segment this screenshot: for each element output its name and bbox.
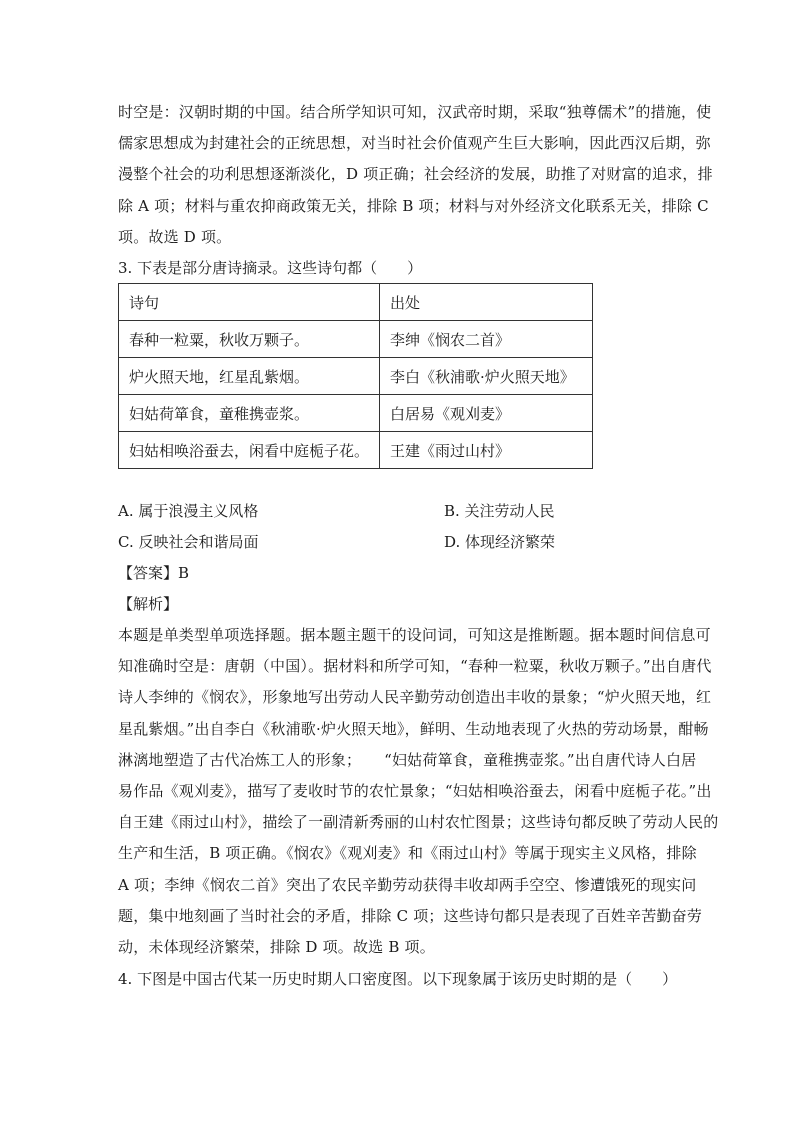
column-header-source: 出处: [380, 284, 593, 321]
table-row: [119, 358, 593, 395]
table-row: [119, 321, 593, 358]
question-4-title: 4. 下图是中国古代某一历史时期人口密度图。以下现象属于该历史时期的是（ ）: [118, 970, 678, 988]
verse-cell: 妇姑相唤浴蚕去，闲看中庭栀子花。: [119, 432, 380, 469]
analysis-label: 【解析】: [118, 595, 179, 613]
text-line: 题，集中地刻画了当时社会的矛盾，排除 C 项；这些诗句都只是表现了百姓辛苦勤奋劳: [118, 906, 703, 925]
table-row: [119, 395, 593, 432]
text-line: 本题是单类型单项选择题。据本题主题干的设问词，可知这是推断题。据本题时间信息可: [118, 626, 711, 644]
source-cell: 李白《秋浦歌·炉火照天地》: [380, 358, 593, 395]
text-line: 时空是：汉朝时期的中国。结合所学知识可知，汉武帝时期，采取“独尊儒术”的措施，使: [118, 103, 712, 121]
text-line: 诗人李绅的《悯农》，形象地写出劳动人民辛勤劳动创造出丰收的景象；“炉火照天地，红: [118, 688, 712, 707]
text-line: 项。故选 D 项。: [118, 227, 232, 246]
verse-cell: 妇姑荷箪食，童稚携壶浆。: [119, 395, 380, 432]
column-header-verse: 诗句: [119, 284, 380, 321]
verse-cell: 炉火照天地，红星乱紫烟。: [119, 358, 380, 395]
option-a: A. 属于浪漫主义风格: [118, 502, 259, 520]
text-line: 儒家思想成为封建社会的正统思想，对当时社会价值观产生巨大影响，因此西汉后期，弥: [118, 134, 711, 153]
text-line: 动，未体现经济繁荣，排除 D 项。故选 B 项。: [118, 938, 435, 957]
table-row: [119, 432, 593, 469]
text-line: 生产和生活，B 项正确。《悯农》《观刈麦》和《雨过山村》等属于现实主义风格，排除: [118, 844, 697, 863]
option-c: C. 反映社会和谐局面: [118, 533, 259, 551]
text-line: 自王建《雨过山村》，描绘了一副清新秀丽的山村农忙图景；这些诗句都反映了劳动人民的: [118, 813, 719, 832]
text-line: 漫整个社会的功利思想逐渐淡化，D 项正确；社会经济的发展，助推了对财富的追求，排: [118, 165, 713, 184]
text-line: 知准确时空是：唐朝（中国）。据材料和所学可知，“春种一粒粟，秋收万颗子。”出自唐代: [118, 657, 712, 676]
source-cell: 白居易《观刈麦》: [380, 395, 593, 432]
text-line: 易作品《观刈麦》，描写了麦收时节的农忙景象；“妇姑相唤浴蚕去，闲看中庭栀子花。”出: [118, 782, 712, 801]
q2-analysis-paragraph: [118, 97, 713, 253]
text-line: 星乱紫烟。”出自李白《秋浦歌·炉火照天地》，鲜明、生动地表现了火热的劳动场景，酣畅: [118, 719, 709, 738]
text-line: 淋漓地塑造了古代冶炼工人的形象； “妇姑荷箪食，童稚携壶浆。”出自唐代诗人白居: [118, 750, 697, 769]
text-line: 除 A 项；材料与重农抑商政策无关，排除 B 项；材料与对外经济文化联系无关，排除 C: [118, 196, 709, 215]
question-3-title: 3. 下表是部分唐诗摘录。这些诗句都（ ）: [118, 259, 423, 277]
poems-table: [118, 283, 593, 469]
table-header-row: [119, 284, 593, 321]
answer-label: 【答案】B: [118, 564, 190, 582]
option-d: D. 体现经济繁荣: [444, 533, 556, 551]
source-cell: 王建《雨过山村》: [380, 432, 593, 469]
text-line: A 项；李绅《悯农二首》突出了农民辛勤劳动获得丰收却两手空空、惨遭饿死的现实问: [118, 875, 697, 894]
source-cell: 李绅《悯农二首》: [380, 321, 593, 358]
option-b: B. 关注劳动人民: [444, 502, 555, 520]
verse-cell: 春种一粒粟，秋收万颗子。: [119, 321, 380, 358]
q3-analysis-paragraph: [118, 620, 719, 963]
